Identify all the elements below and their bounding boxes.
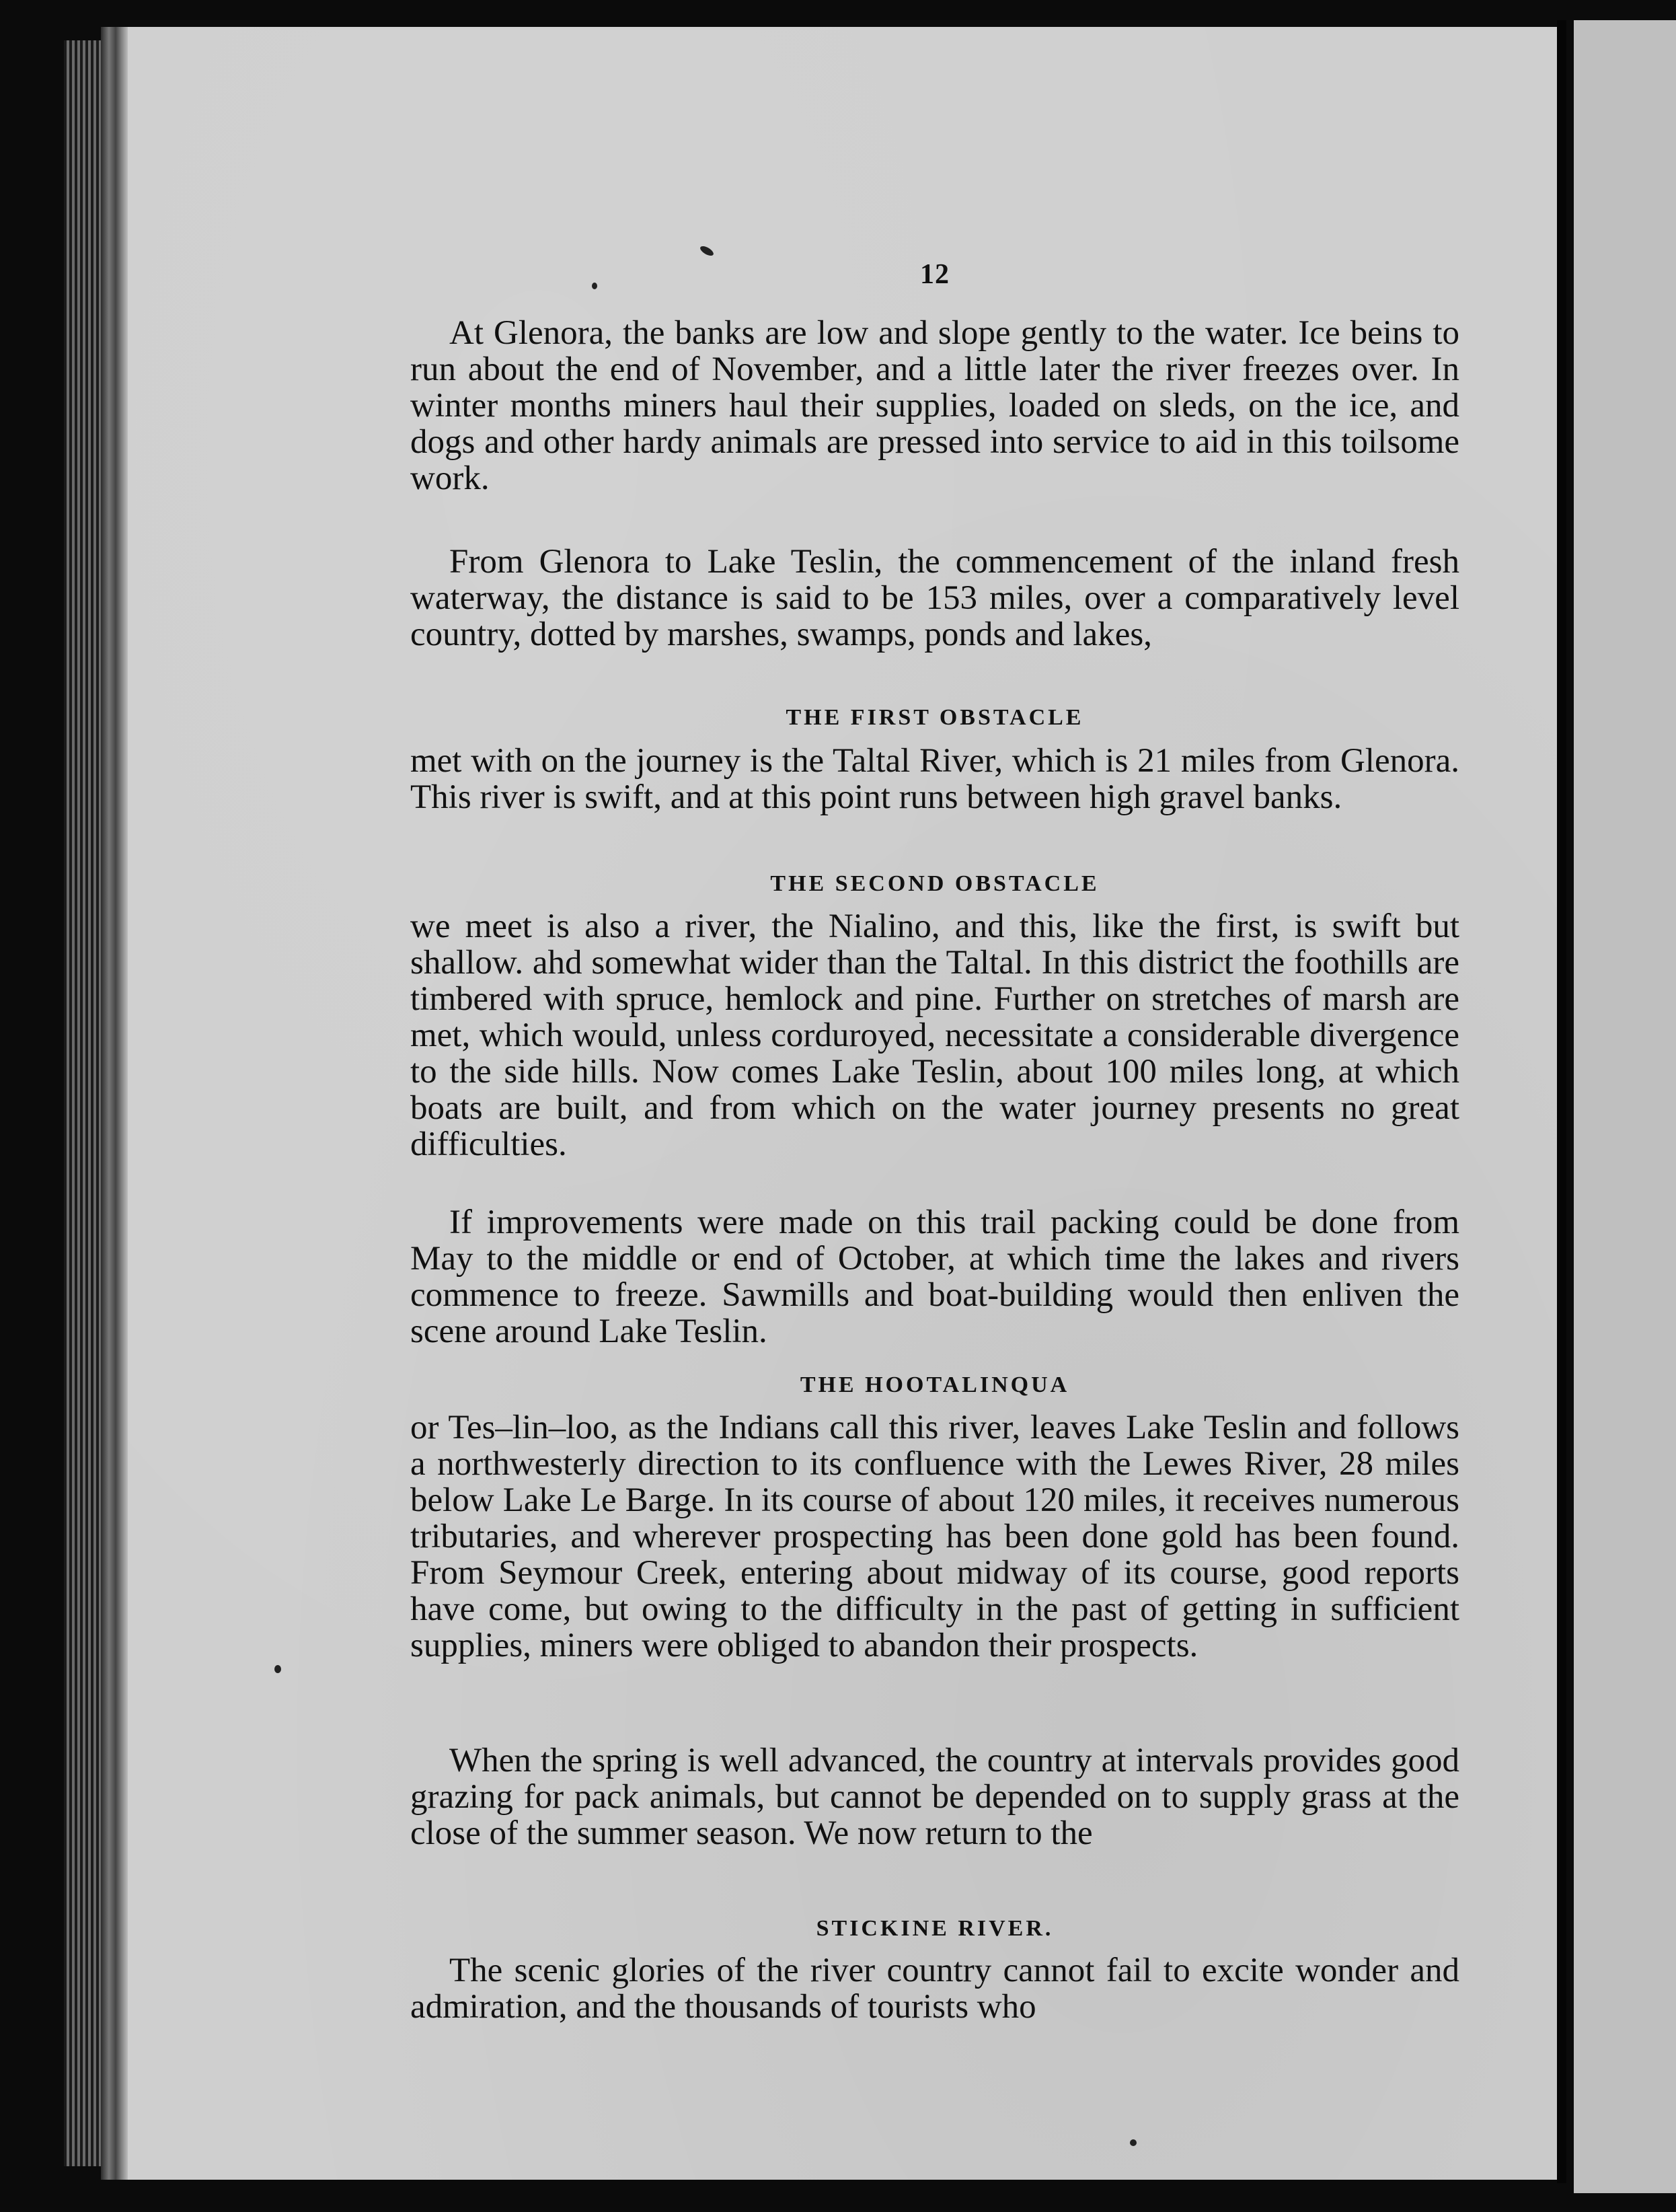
facing-page-strip bbox=[1574, 20, 1676, 2193]
heading-hootalinqua: THE HOOTALINQUA bbox=[800, 1372, 1070, 1397]
paragraph-glenora-banks: At Glenora, the banks are low and slope gently to the water. Ice beins to run about the end of November, and a little later the river freezes over. In winter months miners haul their supplies, loaded on sleds, on the ice, and dogs and other hardy animals are pressed into service to aid in this toilsome work. bbox=[410, 314, 1459, 497]
paragraph-spring-grazing: When the spring is well advanced, the country at intervals provides good grazing for pack animals, but cannot be depended on to supply grass at the close of the summer season. We now return to the bbox=[410, 1742, 1459, 1852]
ink-speck bbox=[274, 1665, 281, 1673]
paragraph-glenora-to-teslin: From Glenora to Lake Teslin, the commencement of the inland fresh waterway, the distance is said to be 153 miles, over a comparatively level country, dotted by marshes, swamps, ponds and lakes, bbox=[410, 543, 1459, 653]
heading-second-obstacle: THE SECOND OBSTACLE bbox=[770, 871, 1100, 896]
heading-stickine-river: STICKINE RIVER. bbox=[816, 1916, 1054, 1941]
paragraph-scenic-glories: The scenic glories of the river country cannot fail to excite wonder and admiration, and the thousands of tourists who bbox=[410, 1952, 1459, 2026]
heading-first-obstacle: THE FIRST OBSTACLE bbox=[786, 705, 1084, 730]
page-binding-edge bbox=[101, 27, 128, 2180]
bottom-border bbox=[94, 2183, 1574, 2212]
ink-speck bbox=[1130, 2139, 1137, 2146]
paragraph-taltal-river: met with on the journey is the Taltal River, which is 21 miles from Glenora. This river is swift, and at this point runs between high gravel banks. bbox=[410, 742, 1459, 816]
paragraph-improvements: If improvements were made on this trail packing could be done from May to the middle or end of October, at which time the lakes and rivers commence to freeze. Sawmills and boat-building would then enliven the scene around Lake Teslin. bbox=[410, 1204, 1459, 1350]
paragraph-nialino-river: we meet is also a river, the Nialino, and this, like the first, is swift but shallow. ahd somewhat wider than the Taltal. In this district the foothills are timbered with spruce, hemlock and pine. Further on stretches of marsh are met, which would, unless corduroyed, necessitate a considerable divergence to the side hills. Now comes Lake Teslin, about 100 miles long, at which boats are built, and from which on the water journey presents no great difficulties. bbox=[410, 908, 1459, 1163]
paragraph-hootalinqua-river: or Tes–lin–loo, as the Indians call this river, leaves Lake Teslin and follows a northwesterly direction to its confluence with the Lewes River, 28 miles below Lake Le Barge. In its course of about 120 miles, it receives numerous tributaries, and wherever prospecting has been done gold has been found. From Seymour Creek, entering about midway of its course, good reports have come, but owing to the difficulty in the past of getting in sufficient supplies, miners were obliged to abandon their prospects. bbox=[410, 1409, 1459, 1664]
page-stack-edge bbox=[64, 40, 104, 2166]
page-gutter bbox=[1557, 20, 1566, 2193]
page-number: 12 bbox=[920, 259, 950, 290]
